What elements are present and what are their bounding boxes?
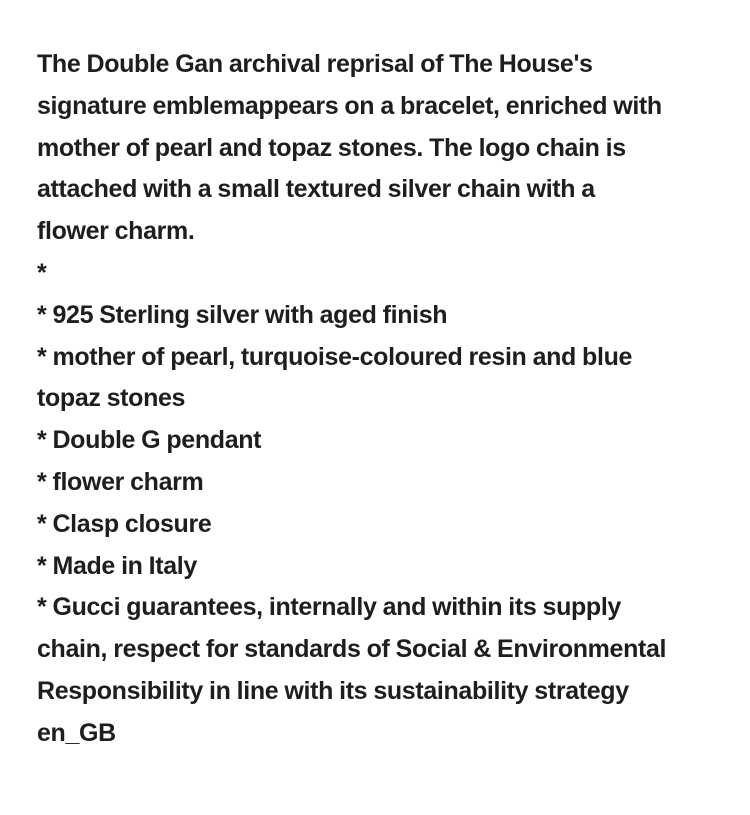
product-description xyxy=(37,44,737,755)
bullet-material: * 925 Sterling silver with aged finish xyxy=(37,300,448,329)
bullet-closure: * Clasp closure xyxy=(37,509,212,538)
bullet-sustainability-line-2: chain, respect for standards of Social & Environmental xyxy=(37,635,667,664)
description-intro-line-3: mother of pearl and topaz stones. The logo chain is xyxy=(37,133,626,162)
bullet-sustainability-line-3: Responsibility in line with its sustainability strategy xyxy=(37,676,629,705)
bullet-stones-line-1: * mother of pearl, turquoise-coloured resin and blue xyxy=(37,342,633,371)
bullet-origin: * Made in Italy xyxy=(37,551,197,580)
description-intro-line-2: signature emblemappears on a bracelet, enriched with xyxy=(37,91,662,120)
description-intro-line-1: The Double Gan archival reprisal of The House's xyxy=(37,50,593,78)
bullet-charm: * flower charm xyxy=(37,467,204,496)
bullet-pendant: * Double G pendant xyxy=(37,426,262,455)
locale-code: en_GB xyxy=(37,718,116,747)
bullet-empty: * xyxy=(37,258,47,287)
description-intro-line-5: flower charm. xyxy=(37,217,195,246)
bullet-stones-line-2: topaz stones xyxy=(37,384,186,413)
description-intro-line-4: attached with a small textured silver chain with a xyxy=(37,175,595,204)
bullet-sustainability-line-1: * Gucci guarantees, internally and within its supply xyxy=(37,593,621,622)
